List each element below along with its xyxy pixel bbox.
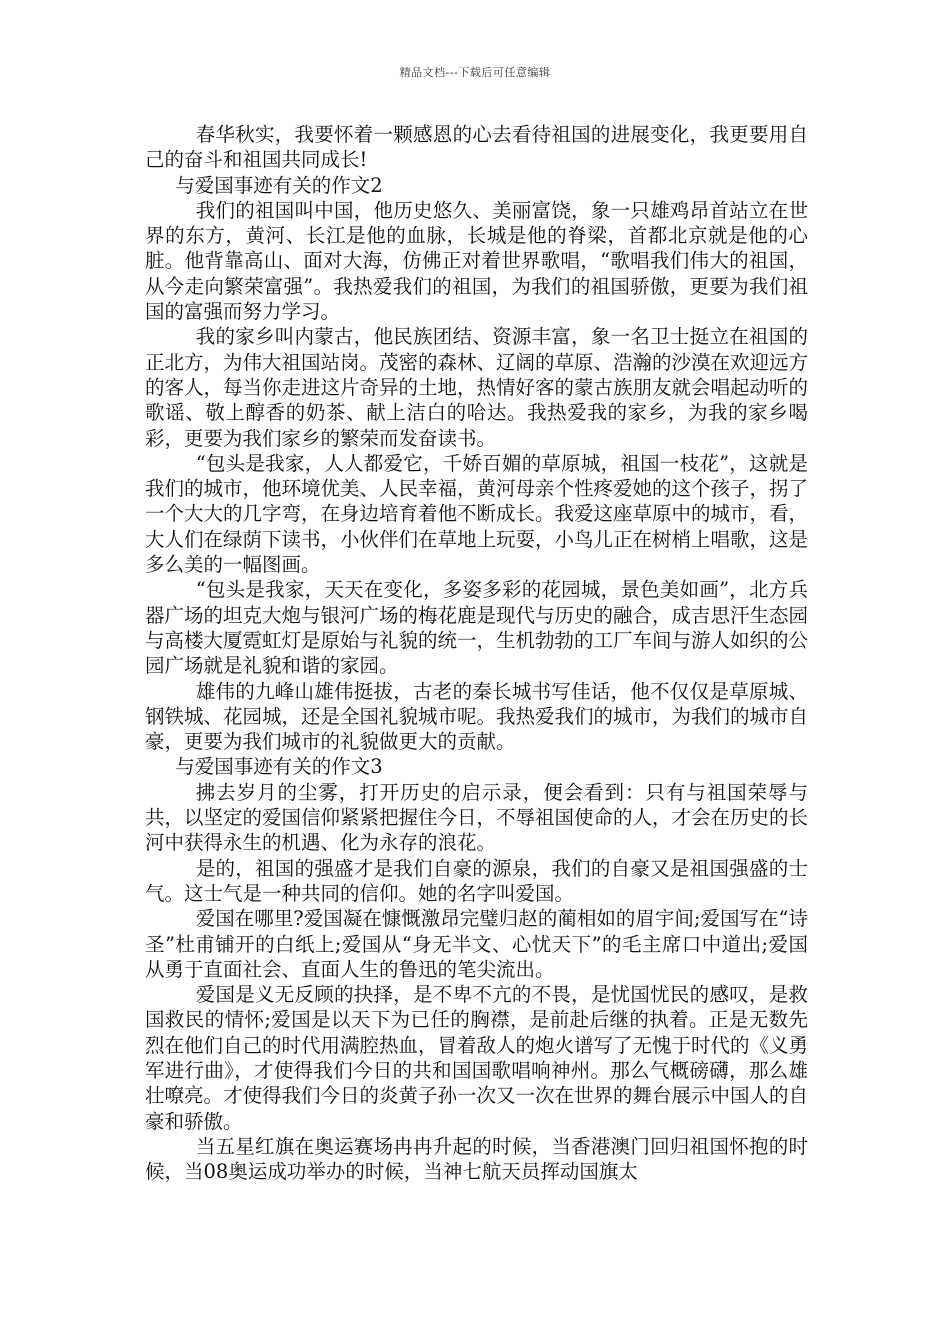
paragraph: 爱国在哪里?爱国凝在慷慨激昂完璧归赵的蔺相如的眉宇间;爱国写在“诗圣”杜甫铺开的白纸上;爱国从“身无半文、心忧天下”的毛主席口中道出;爱国从勇于直面社会、直面人生的鲁迅的笔尖流出。 (145, 907, 808, 981)
paragraph: 是的，祖国的强盛才是我们自豪的源泉，我们的自豪又是祖国强盛的士气。这士气是一种共同的信仰。她的名字叫爱国。 (145, 856, 808, 905)
paragraph: 爱国是义无反顾的抉择，是不卑不亢的不畏，是忧国忧民的感叹，是救国救民的情怀;爱国是以天下为已任的胸襟，是前赴后继的执着。正是无数先烈在他们自己的时代用满腔热血，冒着敌人的炮火谱写了无愧于时代的《义勇军进行曲》，才使得我们今日的共和国国歌唱响神州。那么气概磅礴，那么雄壮嘹亮。才使得我们今日的炎黄子孙一次又一次在世界的舞台展示中国人的自豪和骄傲。 (145, 983, 809, 1133)
paragraph: 当五星红旗在奥运赛场冉冉升起的时候，当香港澳门回归祖国怀抱的时候，当08奥运成功举办的时候，当神七航天员挥动国旗太 (145, 1134, 808, 1184)
paragraph: 拂去岁月的尘雾，打开历史的启示录，便会看到：只有与祖国荣辱与共，以坚定的爱国信仰紧紧把握住今日，不辱祖国使命的人，才会在历史的长河中获得永生的机遇、化为永存的浪花。 (145, 780, 809, 855)
paragraph: 春华秋实，我要怀着一颗感恩的心去看待祖国的进展变化，我更要用自己的奋斗和祖国共同成长! (145, 123, 808, 172)
paragraph: “包头是我家，天天在变化，多姿多彩的花园城，景色美如画”，北方兵器广场的坦克大炮与银河广场的梅花鹿是现代与历史的融合，成吉思汗生态园与高楼大厦霓虹灯是原始与礼貌的统一，生机勃勃的工厂车间与游人如织的公园广场就是礼貌和谐的家园。 (145, 578, 809, 678)
section-heading: 与爱国事迹有关的作文2 (175, 173, 383, 197)
paragraph: 雄伟的九峰山雄伟挺拔，古老的秦长城书写佳话，他不仅仅是草原城、钢铁城、花园城，还是全国礼貌城市呢。我热爱我们的城市，为我们的城市自豪，更要为我们城市的礼貌做更大的贡献。 (145, 679, 809, 754)
page-header: 精品文档---下载后可任意编辑 (399, 66, 551, 79)
section-heading: 与爱国事迹有关的作文3 (175, 755, 383, 779)
paragraph: “包头是我家，人人都爱它，千娇百媚的草原城，祖国一枝花”，这就是我们的城市，他环境优美、人民幸福，黄河母亲个性疼爱她的这个孩子，拐了一个大大的几字弯，在身边培育着他不断成长。我爱这座草原中的城市，看，大人们在绿荫下读书，小伙伴们在草地上玩耍，小鸟儿正在树梢上唱歌，这是多么美的一幅图画。 (145, 451, 809, 577)
paragraph: 我的家乡叫内蒙古，他民族团结、资源丰富，象一名卫士挺立在祖国的正北方，为伟大祖国站岗。茂密的森林、辽阔的草原、浩瀚的沙漠在欢迎远方的客人，每当你走进这片奇异的土地，热情好客的蒙古族朋友就会唱起动听的歌谣、敬上醇香的奶茶、献上洁白的哈达。我热爱我的家乡，为我的家乡喝彩，更要为我们家乡的繁荣而发奋读书。 (145, 325, 809, 450)
document-body (145, 122, 808, 1184)
paragraph: 我们的祖国叫中国，他历史悠久、美丽富饶，象一只雄鸡昂首站立在世界的东方，黄河、长江是他的血脉，长城是他的脊梁，首都北京就是他的心脏。他背靠高山、面对大海，仿佛正对着世界歌唱，“歌唱我们伟大的祖国，从今走向繁荣富强”。我热爱我们的祖国，为我们的祖国骄傲，更要为我们祖国的富强而努力学习。 (145, 198, 808, 324)
